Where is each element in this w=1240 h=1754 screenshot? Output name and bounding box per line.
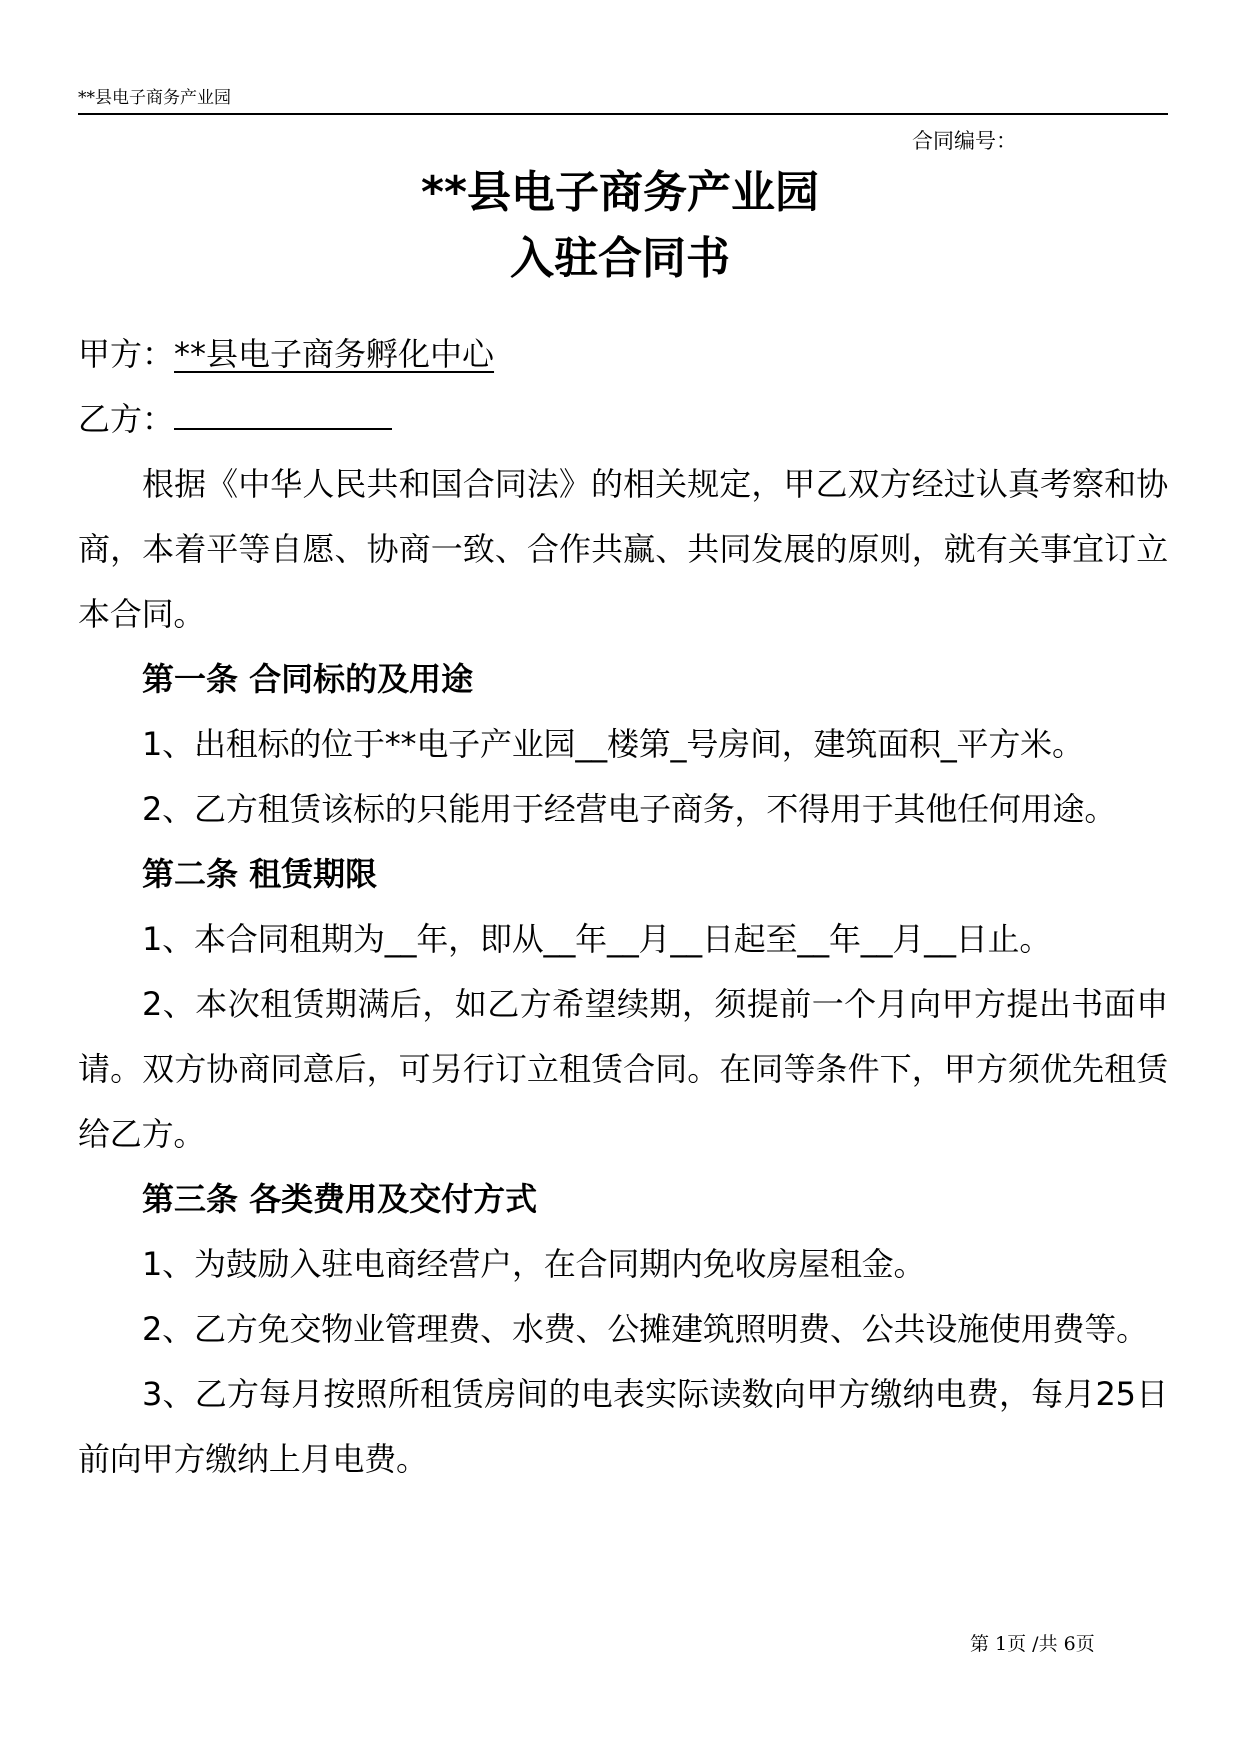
page-indicator: 第 1页 /共 6页	[970, 1633, 1095, 1655]
page-header-text: **县电子商务产业园	[78, 88, 231, 108]
article-1-heading: 第一条 合同标的及用途	[142, 660, 474, 698]
header-divider	[78, 113, 1168, 115]
article-2-heading: 第二条 租赁期限	[142, 855, 378, 893]
contract-number-label: 合同编号：	[912, 129, 1017, 153]
document-body	[78, 322, 1168, 1492]
party-b-label: 乙方：	[78, 400, 175, 438]
article-2-item-2: 2、本次租赁期满后，如乙方希望续期，须提前一个月向甲方提出书面申请。双方协商同意后，可另行订立租赁合同。在同等条件下，甲方须优先租赁给乙方。	[78, 985, 1168, 1153]
article-3-item-1: 1、为鼓励入驻电商经营户，在合同期内免收房屋租金。	[142, 1245, 926, 1283]
party-a-line	[78, 322, 1168, 387]
party-b-blank-field	[174, 404, 392, 430]
party-a-value: **县电子商务孵化中心	[174, 335, 495, 373]
party-a-label: 甲方：	[78, 335, 175, 373]
article-3-heading: 第三条 各类费用及交付方式	[142, 1180, 538, 1218]
article-1-item-1: 1、出租标的位于**电子产业园__楼第_号房间，建筑面积_平方米。	[142, 725, 1084, 763]
article-1-item-2: 2、乙方租赁该标的只能用于经营电子商务，不得用于其他任何用途。	[142, 790, 1117, 828]
intro-paragraph: 根据《中华人民共和国合同法》的相关规定，甲乙双方经过认真考察和协商，本着平等自愿、协商一致、合作共赢、共同发展的原则，就有关事宜订立本合同。	[78, 465, 1168, 633]
article-2-item-1: 1、本合同租期为__年，即从__年__月__日起至__年__月__日止。	[142, 920, 1052, 958]
article-3-item-3: 3、乙方每月按照所租赁房间的电表实际读数向甲方缴纳电费，每月25日前向甲方缴纳上月电费。	[78, 1375, 1168, 1478]
article-3-item-2: 2、乙方免交物业管理费、水费、公摊建筑照明费、公共设施使用费等。	[142, 1310, 1148, 1348]
document-title-line-1: **县电子商务产业园	[420, 167, 820, 218]
party-b-line	[78, 387, 1168, 452]
document-title-line-2: 入驻合同书	[510, 233, 730, 284]
